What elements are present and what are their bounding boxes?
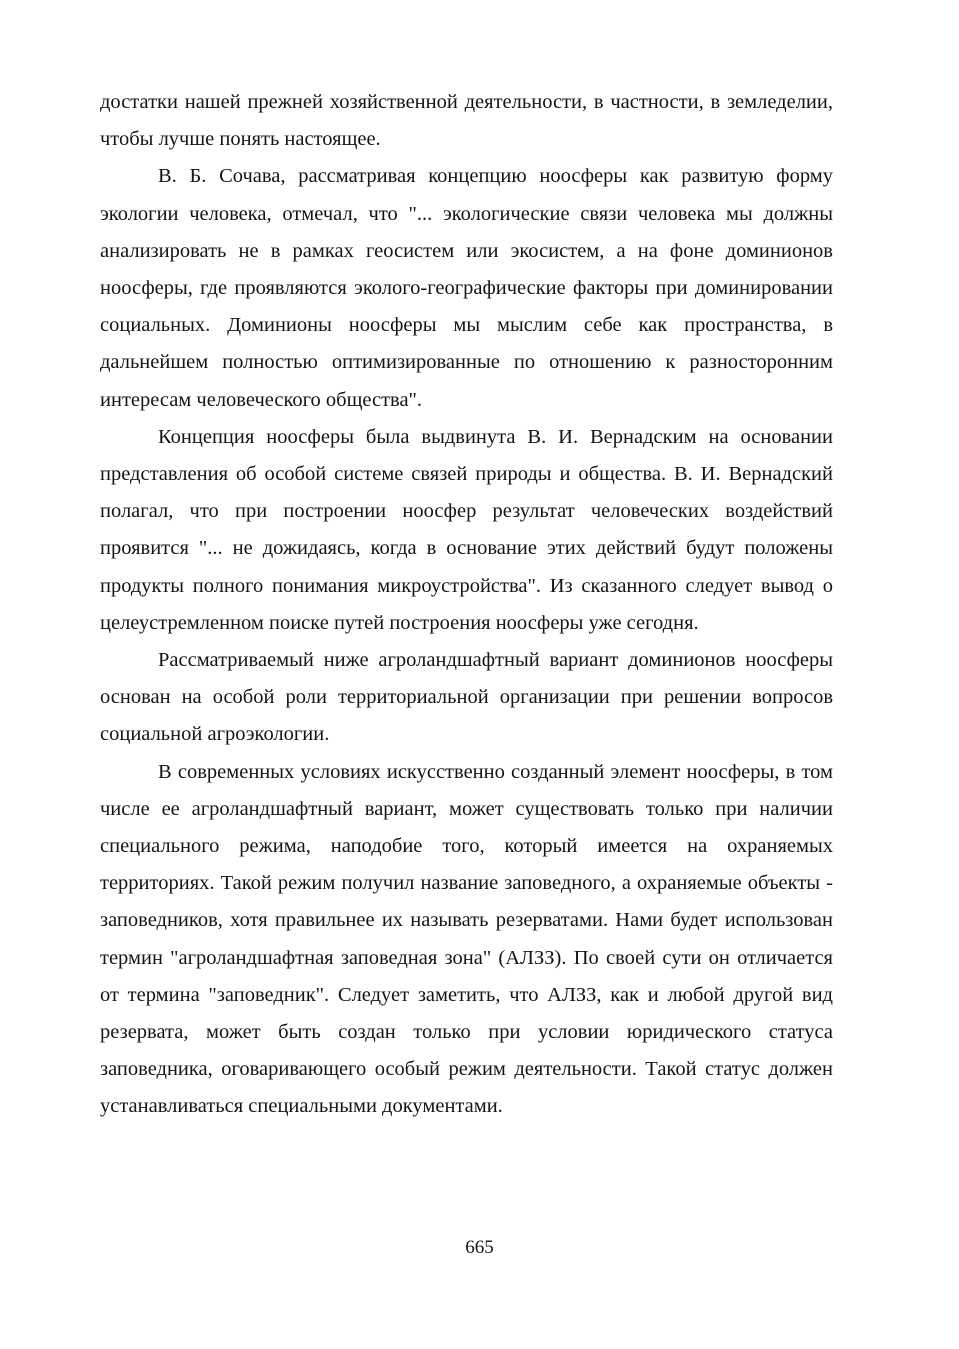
page-number: 665 xyxy=(465,1237,494,1258)
paragraph-continuation: достатки нашей прежней хозяйственной деятельности, в частности, в земледелии, чтобы лучше понять настоящее. xyxy=(100,91,833,151)
paragraph-agrolandscape: Рассматриваемый ниже агроландшафтный вариант доминионов ноосферы основан на особой роли территориальной организации при решении вопросов социальной агроэкологии. xyxy=(100,649,833,746)
body-text xyxy=(100,84,833,1126)
paragraph-reserve-zone: В современных условиях искусственно созданный элемент ноосферы, в том числе ее агроландшафтный вариант, может существовать только при наличии специального режима, наподобие того, который имеется на охраняемых территориях. Такой режим получил название заповедного, а охраняемые объекты - заповедников, хотя правильнее их называть резерватами. Нами будет использован термин "агроландшафтная заповедная зона" (АЛЗЗ). По своей сути он отличается от термина "заповедник". Следует заметить, что АЛЗЗ, как и любой другой вид резервата, может быть создан только при условии юридического статуса заповедника, оговаривающего особый режим деятельности. Такой статус должен устанавливаться специальными документами. xyxy=(100,760,833,1118)
paragraph-sochava: В. Б. Сочава, рассматривая концепцию ноосферы как развитую форму экологии человека, отмечал, что "... экологические связи человека мы должны анализировать не в рамках геосистем или экосистем, а на фоне доминионов ноосферы, где проявляются эколого-географические факторы при доминировании социальных. Доминионы ноосферы мы мыслим себе как пространства, в дальнейшем полностью оптимизированные по отношению к разносторонним интересам человеческого общества". xyxy=(100,165,833,411)
paragraph-vernadsky: Концепция ноосферы была выдвинута В. И. Вернадским на основании представления об особой системе связей природы и общества. В. И. Вернадский полагал, что при построении ноосфер результат человеческих воздействий проявится "... не дожидаясь, когда в основание этих действий будут положены продукты полного понимания микроустройства". Из сказанного следует вывод о целеустремленном поиске путей построения ноосферы уже сегодня. xyxy=(100,425,833,634)
